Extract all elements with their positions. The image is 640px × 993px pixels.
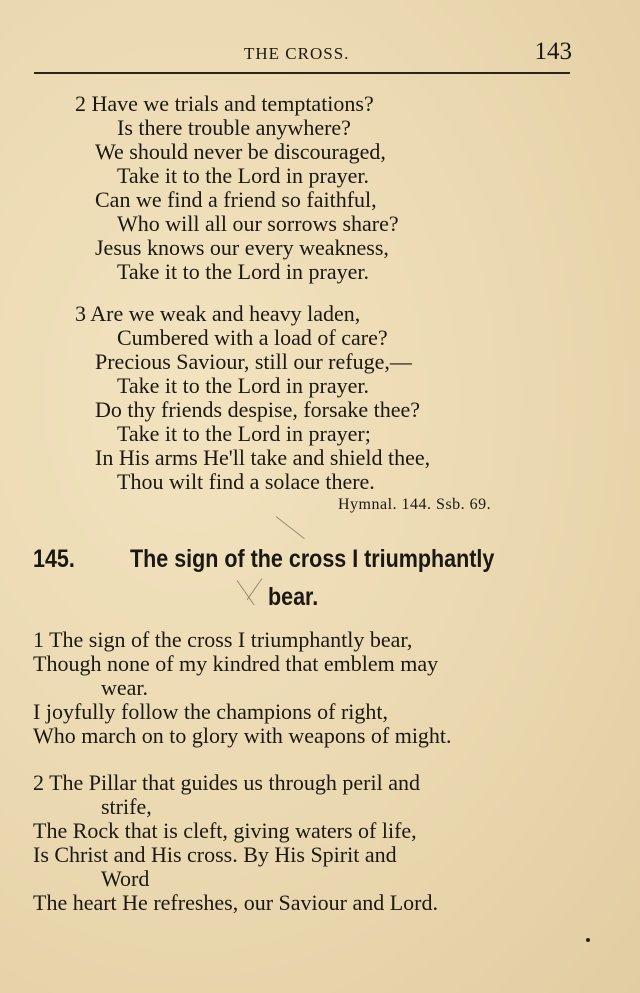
verse-line: We should never be discouraged, — [95, 139, 386, 164]
verse-line: Take it to the Lord in prayer; — [117, 421, 371, 446]
verse-line: Is there trouble anywhere? — [117, 115, 351, 140]
hymn-number: 145. — [33, 545, 75, 573]
verse-line: Word — [101, 866, 150, 891]
hymn-title-continued: bear. — [268, 583, 319, 611]
verse-line: 1 The sign of the cross I triumphantly bear, — [33, 627, 413, 652]
verse-line: strife, — [101, 794, 152, 819]
verse-line: Who will all our sorrows share? — [117, 211, 399, 236]
verse-line: Can we find a friend so faithful, — [95, 187, 377, 212]
verse-line: Cumbered with a load of care? — [117, 325, 388, 350]
verse-line: Jesus knows our every weakness, — [95, 235, 389, 260]
verse-line: Though none of my kindred that emblem may — [33, 651, 439, 676]
verse-line: wear. — [101, 675, 149, 700]
verse-line: In His arms He'll take and shield thee, — [95, 445, 431, 470]
verse-line: Who march on to glory with weapons of might. — [33, 723, 452, 748]
verse-line: I joyfully follow the champions of right, — [33, 699, 388, 724]
verse-line: 2 Have we trials and temptations? — [75, 91, 374, 116]
verse-line: The heart He refreshes, our Saviour and Lord. — [33, 890, 439, 915]
verse-line: Precious Saviour, still our refuge,— — [95, 349, 412, 374]
verse-line: Take it to the Lord in prayer. — [117, 163, 369, 188]
verse-line: Is Christ and His cross. By His Spirit and — [33, 842, 397, 867]
verse-line: Thou wilt find a solace there. — [117, 469, 375, 494]
pencil-mark — [276, 516, 305, 539]
verse-line: The Rock that is cleft, giving waters of life, — [33, 818, 417, 843]
hymn-attribution: Hymnal. 144. Ssb. 69. — [338, 496, 492, 513]
verse-line: Take it to the Lord in prayer. — [117, 373, 369, 398]
verse-line: Do thy friends despise, forsake thee? — [95, 397, 421, 422]
hymn-title: The sign of the cross I triumphantly — [130, 545, 495, 573]
ink-speck — [586, 938, 590, 942]
page-number: 143 — [534, 38, 572, 65]
verse-line: 2 The Pillar that guides us through peril and — [33, 770, 420, 795]
page-header — [34, 38, 570, 74]
verse-line: 3 Are we weak and heavy laden, — [75, 301, 361, 326]
running-title: THE CROSS. — [244, 44, 350, 63]
pencil-mark — [247, 578, 263, 600]
verse-line: Take it to the Lord in prayer. — [117, 259, 369, 284]
